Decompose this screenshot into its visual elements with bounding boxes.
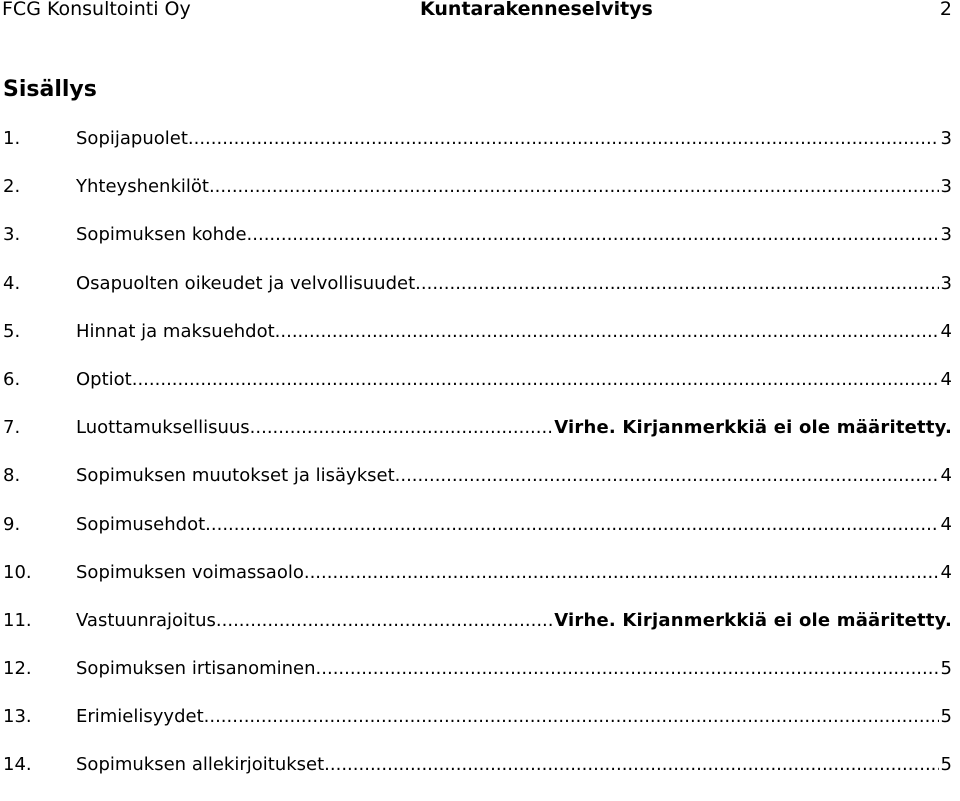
toc-entry-page: 3 bbox=[940, 272, 952, 294]
toc-entry[interactable] bbox=[0, 126, 960, 174]
toc-entry[interactable] bbox=[0, 415, 960, 463]
toc-entry-line bbox=[76, 367, 952, 393]
toc-entry-number: 12. bbox=[3, 658, 32, 680]
header-company: FCG Konsultointi Oy bbox=[2, 0, 191, 20]
toc-entry-number: 3. bbox=[3, 224, 21, 246]
toc-entry-number: 10. bbox=[3, 561, 32, 583]
toc-entry-line bbox=[76, 271, 952, 297]
header-page-number: 2 bbox=[939, 0, 952, 20]
toc-dot-leader bbox=[250, 415, 553, 441]
toc-entry-page: 5 bbox=[940, 754, 952, 776]
toc-entry-bookmark-error: Virhe. Kirjanmerkkiä ei ole määritetty. bbox=[554, 609, 952, 631]
toc-entry-line bbox=[76, 656, 952, 682]
toc-entry-title: Hinnat ja maksuehdot bbox=[76, 320, 275, 342]
toc-entry-page: 4 bbox=[940, 320, 952, 342]
toc-entry-number: 5. bbox=[3, 320, 21, 342]
toc-entry[interactable] bbox=[0, 222, 960, 270]
toc-dot-leader bbox=[209, 174, 939, 200]
toc-entry-number: 1. bbox=[3, 128, 21, 149]
toc-entry-line bbox=[76, 174, 952, 200]
toc-entry-page: 3 bbox=[940, 224, 952, 246]
toc-title: Sisällys bbox=[3, 77, 97, 102]
toc-entry-page: 4 bbox=[940, 368, 952, 390]
toc-entry-page: 3 bbox=[940, 176, 952, 198]
toc-entry-line bbox=[76, 319, 952, 345]
toc-entry-title: Vastuunrajoitus bbox=[76, 609, 216, 631]
toc-entry-title: Optiot bbox=[76, 368, 132, 390]
toc-dot-leader bbox=[415, 271, 938, 297]
toc-entry-number: 13. bbox=[3, 706, 32, 728]
toc-entry-title: Osapuolten oikeudet ja velvollisuudet bbox=[76, 272, 416, 294]
table-of-contents bbox=[0, 126, 960, 801]
toc-entry-number: 7. bbox=[3, 417, 21, 439]
toc-entry[interactable] bbox=[0, 271, 960, 319]
toc-entry-title: Sopimuksen allekirjoitukset bbox=[76, 754, 325, 776]
toc-dot-leader bbox=[204, 704, 939, 730]
toc-entry[interactable] bbox=[0, 704, 960, 752]
toc-entry-line bbox=[76, 222, 952, 248]
toc-entry-title: Yhteyshenkilöt bbox=[76, 176, 209, 198]
toc-dot-leader bbox=[247, 222, 939, 248]
toc-entry-title: Sopimuksen muutokset ja lisäykset bbox=[76, 465, 395, 487]
header-document-title: Kuntarakenneselvitys bbox=[420, 0, 653, 20]
toc-entry-page: 5 bbox=[940, 658, 952, 680]
toc-entry-page: 5 bbox=[940, 706, 952, 728]
page-header bbox=[0, 0, 960, 24]
toc-entry-number: 8. bbox=[3, 465, 21, 487]
toc-entry-number: 9. bbox=[3, 513, 21, 535]
toc-dot-leader bbox=[275, 319, 939, 345]
toc-entry[interactable] bbox=[0, 656, 960, 704]
toc-entry-number: 2. bbox=[3, 176, 21, 198]
toc-entry-page: 4 bbox=[940, 561, 952, 583]
toc-dot-leader bbox=[132, 367, 939, 393]
toc-entry-title: Sopimuksen voimassaolo bbox=[76, 561, 304, 583]
toc-entry-line bbox=[76, 512, 952, 538]
toc-entry-line bbox=[76, 463, 952, 489]
toc-dot-leader bbox=[216, 608, 552, 634]
toc-entry-line bbox=[76, 752, 952, 778]
toc-entry[interactable] bbox=[0, 608, 960, 656]
toc-entry[interactable] bbox=[0, 319, 960, 367]
toc-entry-number: 4. bbox=[3, 272, 21, 294]
toc-entry-page: 3 bbox=[940, 128, 952, 149]
toc-dot-leader bbox=[188, 126, 939, 152]
toc-entry-line bbox=[76, 560, 952, 586]
toc-entry-number: 6. bbox=[3, 368, 21, 390]
toc-entry-line bbox=[76, 608, 952, 634]
toc-entry-title: Sopimuksen kohde bbox=[76, 224, 247, 246]
toc-dot-leader bbox=[304, 560, 939, 586]
toc-entry-bookmark-error: Virhe. Kirjanmerkkiä ei ole määritetty. bbox=[554, 417, 952, 439]
toc-entry-title: Sopimuksen irtisanominen bbox=[76, 658, 316, 680]
toc-entry[interactable] bbox=[0, 367, 960, 415]
toc-entry-title: Luottamuksellisuus bbox=[76, 417, 250, 439]
toc-entry-title: Erimielisyydet bbox=[76, 706, 204, 728]
toc-entry-number: 14. bbox=[3, 754, 32, 776]
toc-entry-page: 4 bbox=[940, 465, 952, 487]
toc-entry-line bbox=[76, 126, 952, 152]
toc-entry[interactable] bbox=[0, 560, 960, 608]
toc-dot-leader bbox=[324, 752, 938, 778]
toc-entry[interactable] bbox=[0, 463, 960, 511]
toc-entry-line bbox=[76, 704, 952, 730]
toc-entry[interactable] bbox=[0, 752, 960, 800]
toc-entry-number: 11. bbox=[3, 609, 32, 631]
toc-entry-title: Sopijapuolet bbox=[76, 128, 188, 149]
toc-dot-leader bbox=[316, 656, 939, 682]
toc-entry-page: 4 bbox=[940, 513, 952, 535]
toc-dot-leader bbox=[395, 463, 939, 489]
toc-dot-leader bbox=[205, 512, 938, 538]
toc-entry[interactable] bbox=[0, 512, 960, 560]
toc-entry-title: Sopimusehdot bbox=[76, 513, 206, 535]
toc-entry-line bbox=[76, 415, 952, 441]
toc-entry[interactable] bbox=[0, 174, 960, 222]
